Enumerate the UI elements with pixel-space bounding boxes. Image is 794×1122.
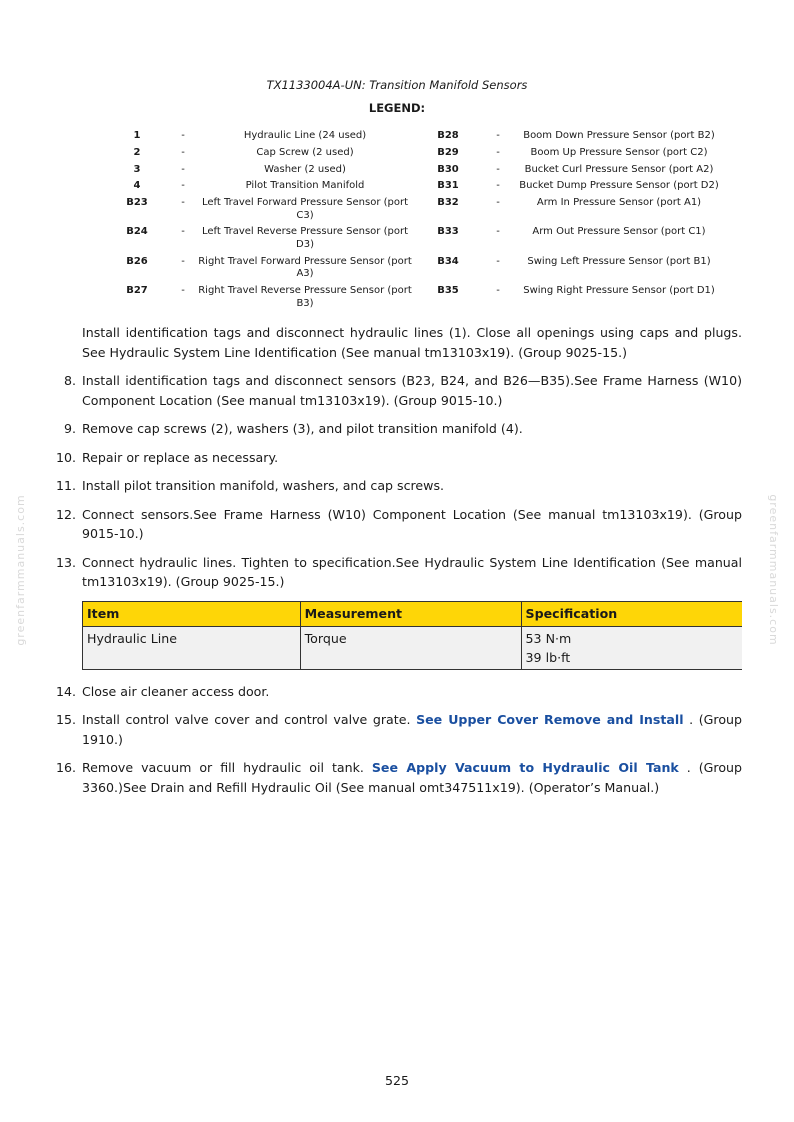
legend-key: B33 [437, 226, 459, 238]
legend-description: Washer (2 used) [264, 163, 346, 175]
procedure-body [50, 323, 742, 806]
step-number: 12. [55, 506, 76, 522]
legend-key: B31 [437, 180, 459, 192]
step-text: Repair or replace as necessary. [82, 449, 279, 465]
legend-dash: - [496, 130, 500, 141]
legend-row [104, 130, 724, 143]
legend-description: Arm In Pressure Sensor (port A1) [536, 197, 702, 209]
legend-description: Right Travel Forward Pressure Sensor (port A3) [198, 255, 412, 280]
step-text [82, 710, 742, 749]
legend-key: B26 [126, 255, 148, 267]
column-header-item: Item [83, 601, 301, 626]
step-item [50, 710, 742, 749]
watermark-right: greenfarmmanuals.com [767, 494, 780, 646]
legend-description: Left Travel Forward Pressure Sensor (port C3) [201, 197, 409, 221]
step-number: 11. [55, 478, 76, 493]
legend-key: 2 [133, 146, 141, 158]
legend-row [104, 147, 724, 160]
step-text-before-link: Remove vacuum or fill hydraulic oil tank. [82, 760, 372, 775]
legend-dash: - [181, 163, 185, 175]
step-text-after-link: . (Group 1910.) [82, 712, 743, 747]
legend-key: B23 [126, 197, 148, 209]
legend-description: Boom Up Pressure Sensor (port C2) [530, 146, 708, 158]
legend-key: B28 [437, 130, 459, 141]
legend-key: B30 [437, 163, 459, 175]
legend-description: Swing Right Pressure Sensor (port D1) [523, 285, 715, 297]
cell-item: Hydraulic Line [83, 626, 301, 669]
legend-key: B29 [437, 146, 459, 158]
table-row [83, 626, 743, 669]
table-header-row [83, 601, 743, 626]
step-text: Install identification tags and disconnect sensors (B23, B24, and B26—B35).See Frame Harness (W10) Component Location (See manual tm13103x19). (Group 9015-10.) [82, 373, 742, 408]
step-number: 16. [55, 760, 76, 775]
legend-description: Swing Left Pressure Sensor (port B1) [527, 255, 711, 267]
legend-key: 4 [133, 180, 141, 192]
legend-key: 1 [133, 130, 141, 141]
step-text: Connect sensors.See Frame Harness (W10) Component Location (See manual tm13103x19). (Group 9015-10.) [82, 506, 742, 541]
legend-description: Left Travel Reverse Pressure Sensor (port D3) [201, 226, 408, 250]
legend-key: B35 [437, 285, 459, 297]
legend-key: B34 [437, 255, 459, 267]
legend-description: Right Travel Reverse Pressure Sensor (port B3) [198, 285, 412, 309]
figure-caption: TX1133004A-UN: Transition Manifold Sensors [266, 78, 528, 92]
legend-dash: - [181, 130, 185, 141]
column-header-specification: Specification [521, 601, 742, 626]
step-item [50, 505, 742, 544]
legend-dash: - [181, 180, 185, 192]
legend-dash: - [496, 255, 500, 267]
step-text: Connect hydraulic lines. Tighten to specification.See Hydraulic System Line Identification (See manual tm13103x19). (Group 9025-15.) [82, 554, 742, 589]
legend-description: Bucket Curl Pressure Sensor (port A2) [524, 163, 714, 175]
watermark-left: greenfarmmanuals.com [14, 494, 27, 646]
page-number: 525 [384, 1073, 410, 1088]
step-text: Install pilot transition manifold, washers, and cap screws. [82, 478, 445, 493]
legend-dash: - [181, 255, 185, 267]
step-item [50, 476, 742, 496]
step-item [50, 553, 742, 592]
intro-paragraph: Install identification tags and disconnect hydraulic lines (1). Close all openings using caps and plugs. See Hydraulic System Line Identification (See manual tm13103x19). (Group 9025-15.) [82, 325, 742, 360]
legend-key: 3 [133, 163, 141, 175]
step-item [50, 448, 742, 468]
step-item [50, 682, 742, 702]
legend-description: Boom Down Pressure Sensor (port B2) [523, 130, 715, 141]
legend-row [104, 226, 724, 251]
step-number: 13. [55, 554, 76, 570]
step-number: 15. [55, 712, 76, 727]
legend-description: Bucket Dump Pressure Sensor (port D2) [519, 180, 719, 192]
legend-dash: - [496, 226, 500, 238]
specification-table [82, 601, 742, 670]
legend-title: LEGEND: [368, 101, 426, 115]
legend-table [104, 130, 724, 314]
step-item [50, 419, 742, 439]
legend-row [104, 197, 724, 222]
step-number: 8. [63, 373, 76, 388]
step-text-after-link: . (Group 3360.)See Drain and Refill Hydraulic Oil (See manual omt347511x19). (Operator’s Manual.) [82, 760, 742, 795]
legend-description: Pilot Transition Manifold [245, 180, 365, 192]
legend-row [104, 164, 724, 177]
step-number: 9. [63, 421, 76, 436]
legend-dash: - [496, 197, 500, 209]
legend-dash: - [181, 285, 185, 297]
step-item [50, 371, 742, 410]
column-header-measurement: Measurement [300, 601, 521, 626]
legend-dash: - [496, 285, 500, 297]
legend-row [104, 256, 724, 281]
legend-description: Arm Out Pressure Sensor (port C1) [532, 226, 706, 238]
step-text: Remove cap screws (2), washers (3), and pilot transition manifold (4). [82, 421, 523, 436]
legend-dash: - [181, 197, 185, 209]
legend-dash: - [496, 163, 500, 175]
cell-measurement: Torque [300, 626, 521, 669]
legend-key: B24 [126, 226, 148, 238]
step-number: 10. [55, 449, 76, 465]
legend-description: Hydraulic Line (24 used) [243, 130, 367, 141]
legend-dash: - [496, 146, 500, 158]
legend-dash: - [496, 180, 500, 192]
legend-key: B32 [437, 197, 459, 209]
step-text [82, 758, 742, 797]
spec-imperial: 39 lb·ft [525, 649, 571, 665]
apply-vacuum-link[interactable]: See Apply Vacuum to Hydraulic Oil Tank [371, 760, 679, 775]
legend-row [104, 285, 724, 310]
legend-key: B27 [126, 285, 148, 297]
legend-dash: - [181, 226, 185, 238]
step-text: Close air cleaner access door. [82, 683, 270, 699]
legend-dash: - [181, 146, 185, 158]
legend-description: Cap Screw (2 used) [256, 146, 354, 158]
spec-metric: 53 N·m [525, 630, 572, 646]
cell-specification [521, 626, 742, 669]
step-number: 14. [55, 683, 76, 699]
step-item [50, 758, 742, 797]
step-text-before-link: Install control valve cover and control valve grate. [82, 712, 417, 727]
upper-cover-link[interactable]: See Upper Cover Remove and Install [416, 712, 684, 727]
legend-row [104, 180, 724, 193]
